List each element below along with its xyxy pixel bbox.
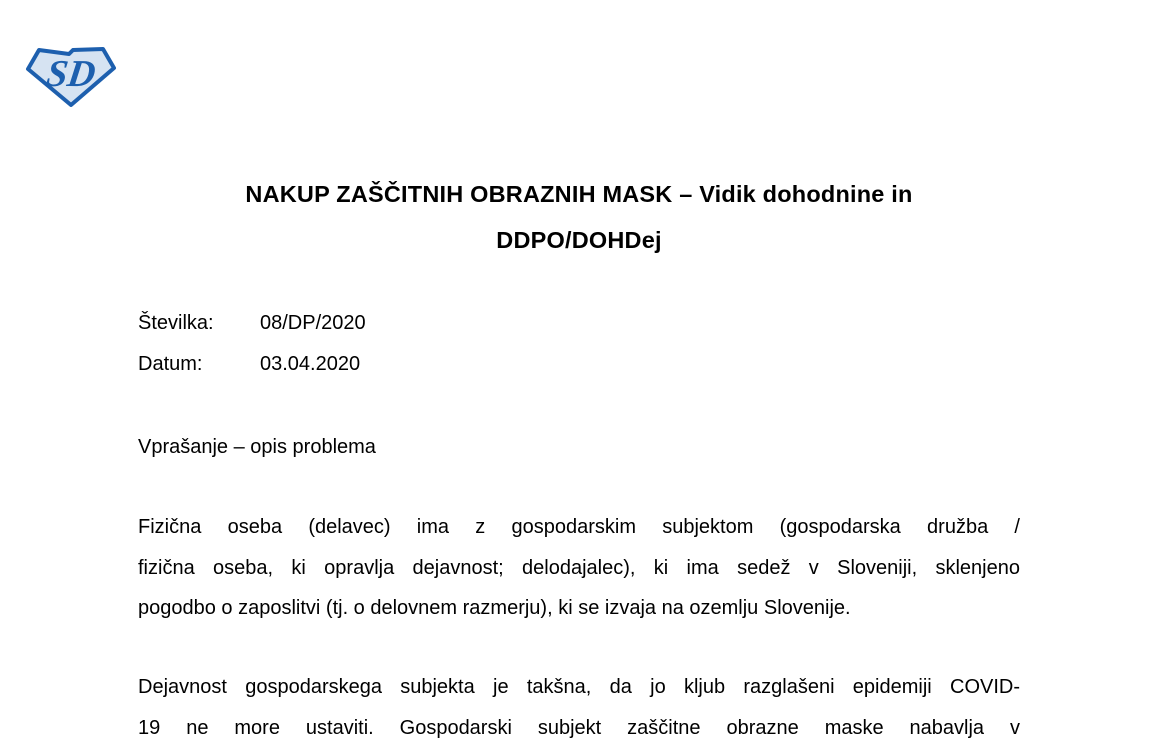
company-logo-icon <box>25 45 117 107</box>
date-value: 03.04.2020 <box>260 353 361 375</box>
paragraph-1-line-1: Fizična oseba (delavec) ima z gospodarskim subjektom (gospodarska družba / <box>138 516 1020 538</box>
number-value: 08/DP/2020 <box>260 312 366 334</box>
number-label: Številka: <box>138 312 214 334</box>
paragraph-2-line-1: Dejavnost gospodarskega subjekta je takšna, da jo kljub razglašeni epidemiji COVID- <box>138 676 1020 698</box>
paragraph-1 <box>138 507 1020 629</box>
paragraph-2 <box>138 667 1020 743</box>
document-meta <box>138 303 1020 385</box>
paragraph-1-line-3: pogodbo o zaposlitvi (tj. o delovnem razmerju), ki se izvaja na ozemlju Slovenije. <box>138 597 851 619</box>
meta-row-date <box>138 344 1020 385</box>
date-label: Datum: <box>138 353 203 375</box>
document-title <box>138 171 1020 263</box>
meta-row-number <box>138 303 1020 344</box>
paragraph-1-line-2: fizična oseba, ki opravlja dejavnost; delodajalec), ki ima sedež v Sloveniji, sklenjeno <box>138 556 1020 579</box>
logo-letters: SD <box>43 53 99 95</box>
title-line-1: NAKUP ZAŠČITNIH OBRAZNIH MASK – Vidik dohodnine in <box>245 181 913 207</box>
section-heading: Vprašanje – opis problema <box>138 436 376 458</box>
paragraph-2-line-2: 19 ne more ustaviti. Gospodarski subjekt zaščitne obrazne maske nabavlja v <box>138 716 1020 739</box>
title-line-2: DDPO/DOHDej <box>496 227 662 253</box>
